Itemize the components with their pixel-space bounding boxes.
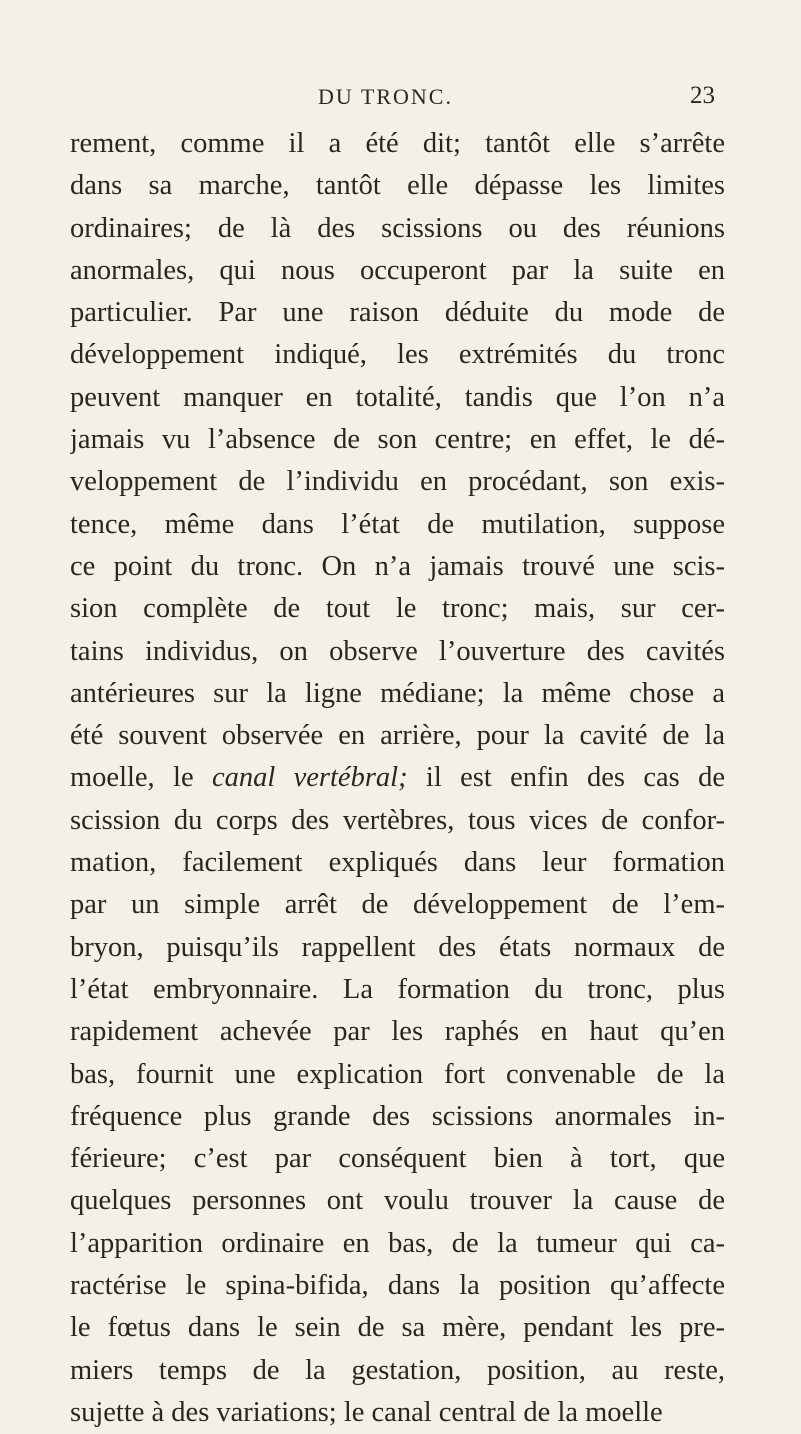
text-line: jamais vu l’absence de son centre; en effet, le dé-	[70, 424, 725, 456]
text-line: scission du corps des vertèbres, tous vices de confor-	[70, 804, 725, 836]
text-line: bryon, puisqu’ils rappellent des états normaux de	[70, 931, 725, 963]
text-segment: moelle, le	[70, 762, 212, 794]
text-line: l’apparition ordinaire en bas, de la tumeur qui ca-	[70, 1227, 725, 1259]
running-head	[0, 82, 801, 118]
text-line: l’état embryonnaire. La formation du tronc, plus	[70, 973, 725, 1005]
text-line: fréquence plus grande des scissions anormales in-	[70, 1100, 725, 1132]
text-line: antérieures sur la ligne médiane; la même chose a	[70, 677, 725, 709]
text-line-with-italic	[70, 757, 725, 799]
text-line: tence, même dans l’état de mutilation, suppose	[70, 508, 725, 540]
text-line: miers temps de la gestation, position, au reste,	[70, 1354, 725, 1386]
text-line: peuvent manquer en totalité, tandis que l’on n’a	[70, 381, 725, 413]
text-line: été souvent observée en arrière, pour la cavité de la	[70, 720, 725, 752]
running-title: DU TRONC.	[318, 84, 453, 109]
text-line: par un simple arrêt de développement de l’em-	[70, 889, 725, 921]
text-segment: il est enfin des cas de	[407, 762, 725, 794]
text-line: mation, facilement expliqués dans leur formation	[70, 847, 725, 879]
text-line: veloppement de l’individu en procédant, son exis-	[70, 466, 725, 498]
text-line: le fœtus dans le sein de sa mère, pendant les pre-	[70, 1312, 725, 1344]
text-line: sion complète de tout le tronc; mais, sur cer-	[70, 593, 725, 625]
text-line: ractérise le spina-bifida, dans la position qu’affecte	[70, 1270, 725, 1302]
text-line: rement, comme il a été dit; tantôt elle s’arrête	[70, 128, 725, 159]
text-line: tains individus, on observe l’ouverture des cavités	[70, 635, 725, 667]
text-line: développement indiqué, les extrémités du tronc	[70, 339, 725, 371]
text-line: particulier. Par une raison déduite du mode de	[70, 297, 725, 329]
text-line: ordinaires; de là des scissions ou des réunions	[70, 212, 725, 244]
page-number: 23	[690, 82, 715, 109]
text-line: bas, fournit une explication fort convenable de la	[70, 1058, 725, 1090]
text-line: férieure; c’est par conséquent bien à tort, que	[70, 1143, 725, 1175]
text-line: sujette à des variations; le canal central de la moelle	[70, 1396, 663, 1428]
text-line: ce point du tronc. On n’a jamais trouvé une scis-	[70, 550, 725, 582]
text-line: anormales, qui nous occuperont par la suite en	[70, 254, 725, 286]
italic-term: canal vertébral;	[211, 762, 408, 794]
body-text	[70, 123, 725, 1434]
text-line: rapidement achevée par les raphés en haut qu’en	[70, 1016, 725, 1048]
text-line: dans sa marche, tantôt elle dépasse les limites	[70, 170, 725, 202]
text-line: quelques personnes ont voulu trouver la cause de	[70, 1185, 725, 1217]
